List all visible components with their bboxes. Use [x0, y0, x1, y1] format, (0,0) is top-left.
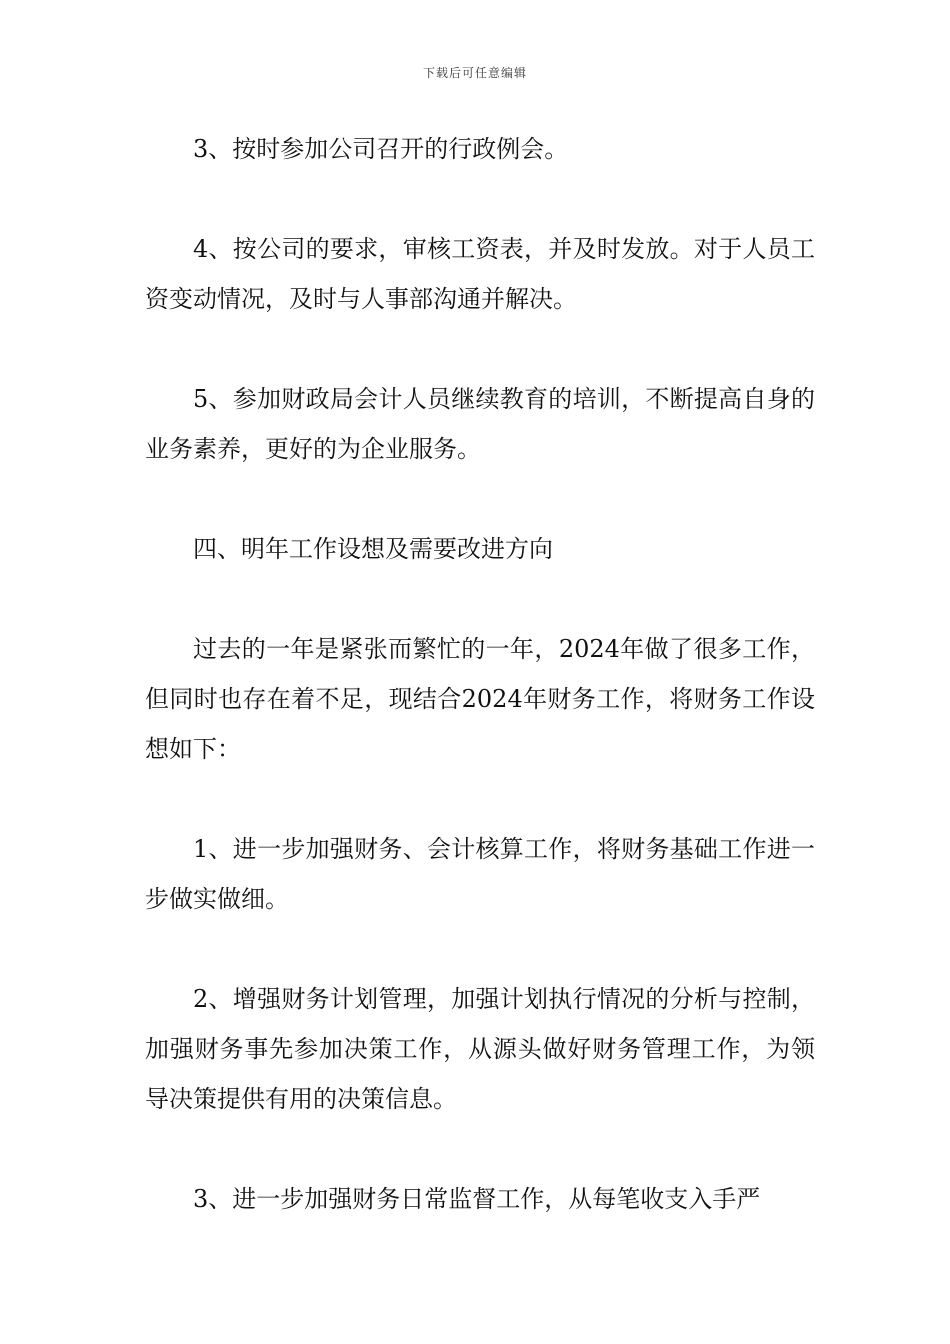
paragraph-item-4: 4、按公司的要求，审核工资表，并及时发放。对于人员工资变动情况，及时与人事部沟通并解决。 [145, 235, 815, 313]
plan-item-2: 2、增强财务计划管理，加强计划执行情况的分析与控制，加强财务事先参加决策工作，从源头做好财务管理工作，为领导决策提供有用的决策信息。 [145, 985, 815, 1113]
paragraph-item-5: 5、参加财政局会计人员继续教育的培训，不断提高自身的业务素养，更好的为企业服务。 [145, 385, 815, 463]
section-heading: 四、明年工作设想及需要改进方向 [193, 535, 553, 563]
plan-item-3: 3、进一步加强财务日常监督工作，从每笔收支入手严 [193, 1185, 761, 1213]
document-body [145, 124, 815, 1274]
paragraph-item-3: 3、按时参加公司召开的行政例会。 [193, 135, 569, 163]
intro-paragraph: 过去的一年是紧张而繁忙的一年，2024年做了很多工作，但同时也存在着不足，现结合2024年财务工作，将财务工作设想如下： [145, 635, 815, 763]
page-header: 下载后可任意编辑 [422, 66, 527, 80]
plan-item-1: 1、进一步加强财务、会计核算工作，将财务基础工作进一步做实做细。 [145, 835, 815, 913]
